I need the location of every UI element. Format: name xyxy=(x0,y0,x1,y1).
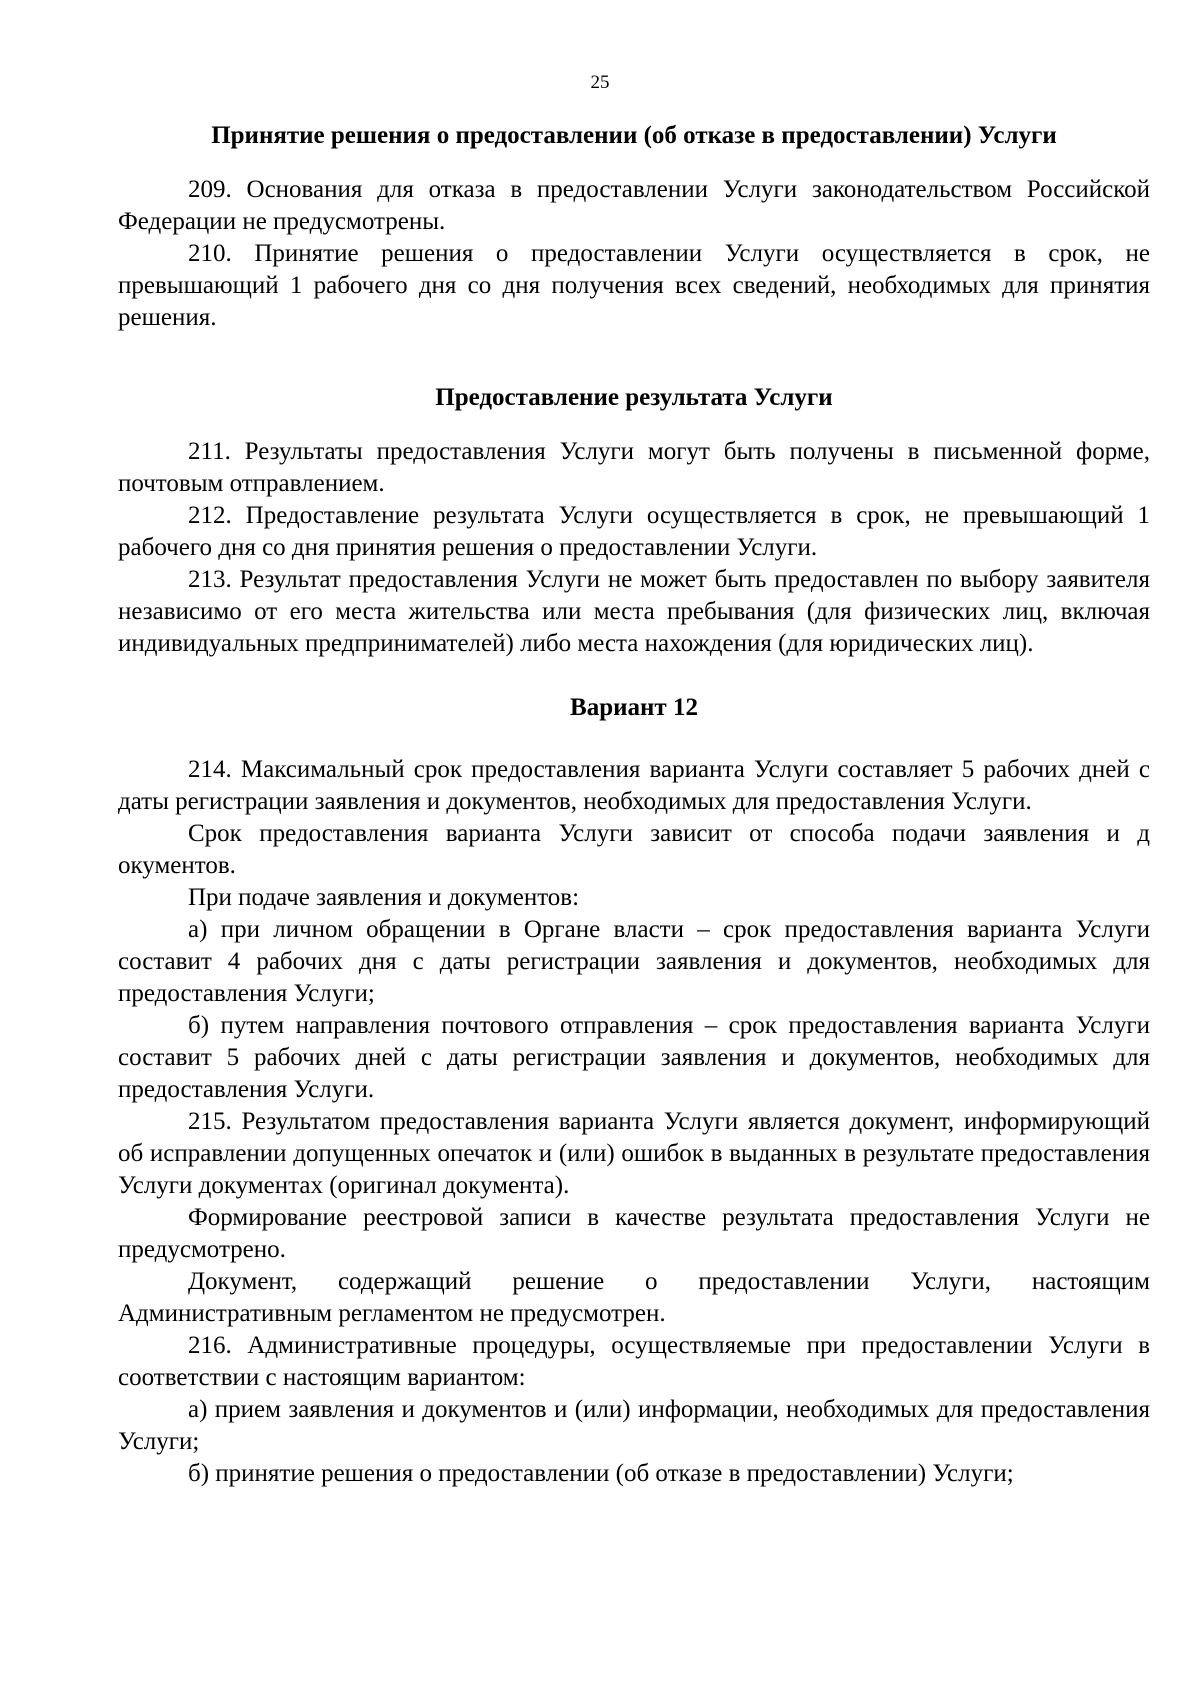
section-heading-decision: Принятие решения о предоставлении (об отказе в предоставлении) Услуги xyxy=(211,122,1057,149)
page-number: 25 xyxy=(590,72,610,93)
document-body xyxy=(118,120,1150,1490)
paragraph-procedure-b: б) принятие решения о предоставлении (об отказе в предоставлении) Услуги; xyxy=(188,1460,1014,1487)
paragraph-216: 216. Административные процедуры, осуществляемые при предоставлении Услуги в соответствии с настоящим вариантом: xyxy=(118,1332,1150,1391)
paragraph-209: 209. Основания для отказа в предоставлении Услуги законодательством Российской Федерации не предусмотрены. xyxy=(118,176,1150,235)
section-heading-variant: Вариант 12 xyxy=(570,694,698,721)
paragraph-213: 213. Результат предоставления Услуги не может быть предоставлен по выбору заявителя независимо от его места жительства или места пребывания (для физических лиц, включая индивидуальных предпринимателей) либо места нахождения (для юридических лиц). xyxy=(118,566,1150,657)
paragraph-submission: При подаче заявления и документов: xyxy=(188,884,580,911)
paragraph-term-depends: Срок предоставления варианта Услуги зависит от способа подачи заявления и д окументов. xyxy=(118,820,1150,879)
section-heading-result: Предоставление результата Услуги xyxy=(435,384,833,411)
paragraph-procedure-a: а) прием заявления и документов и (или) информации, необходимых для предоставления Услуги; xyxy=(118,1396,1150,1455)
paragraph-item-b-postal: б) путем направления почтового отправления – срок предоставления варианта Услуги составит 5 рабочих дней с даты регистрации заявления и документов, необходимых для предоставления Услуги. xyxy=(118,1012,1150,1103)
paragraph-decision-document: Документ, содержащий решение о предоставлении Услуги, настоящим Административным регламентом не предусмотрен. xyxy=(118,1268,1150,1327)
paragraph-210: 210. Принятие решения о предоставлении Услуги осуществляется в срок, не превышающий 1 рабочего дня со дня получения всех сведений, необходимых для принятия решения. xyxy=(118,240,1150,331)
paragraph-211: 211. Результаты предоставления Услуги могут быть получены в письменной форме, почтовым отправлением. xyxy=(118,438,1150,497)
paragraph-215: 215. Результатом предоставления варианта Услуги является документ, информирующий об исправлении допущенных опечаток и (или) ошибок в выданных в результате предоставления Услуги документах (оригинал документа). xyxy=(118,1108,1150,1199)
paragraph-registry-record: Формирование реестровой записи в качестве результата предоставления Услуги не предусмотрено. xyxy=(118,1204,1150,1263)
paragraph-item-a-personal: а) при личном обращении в Органе власти – срок предоставления варианта Услуги составит 4 рабочих дня с даты регистрации заявления и документов, необходимых для предоставления Услуги; xyxy=(118,916,1150,1007)
paragraph-212: 212. Предоставление результата Услуги осуществляется в срок, не превышающий 1 рабочего дня со дня принятия решения о предоставлении Услуги. xyxy=(118,502,1150,561)
paragraph-214: 214. Максимальный срок предоставления варианта Услуги составляет 5 рабочих дней с даты регистрации заявления и документов, необходимых для предоставления Услуги. xyxy=(118,756,1150,815)
